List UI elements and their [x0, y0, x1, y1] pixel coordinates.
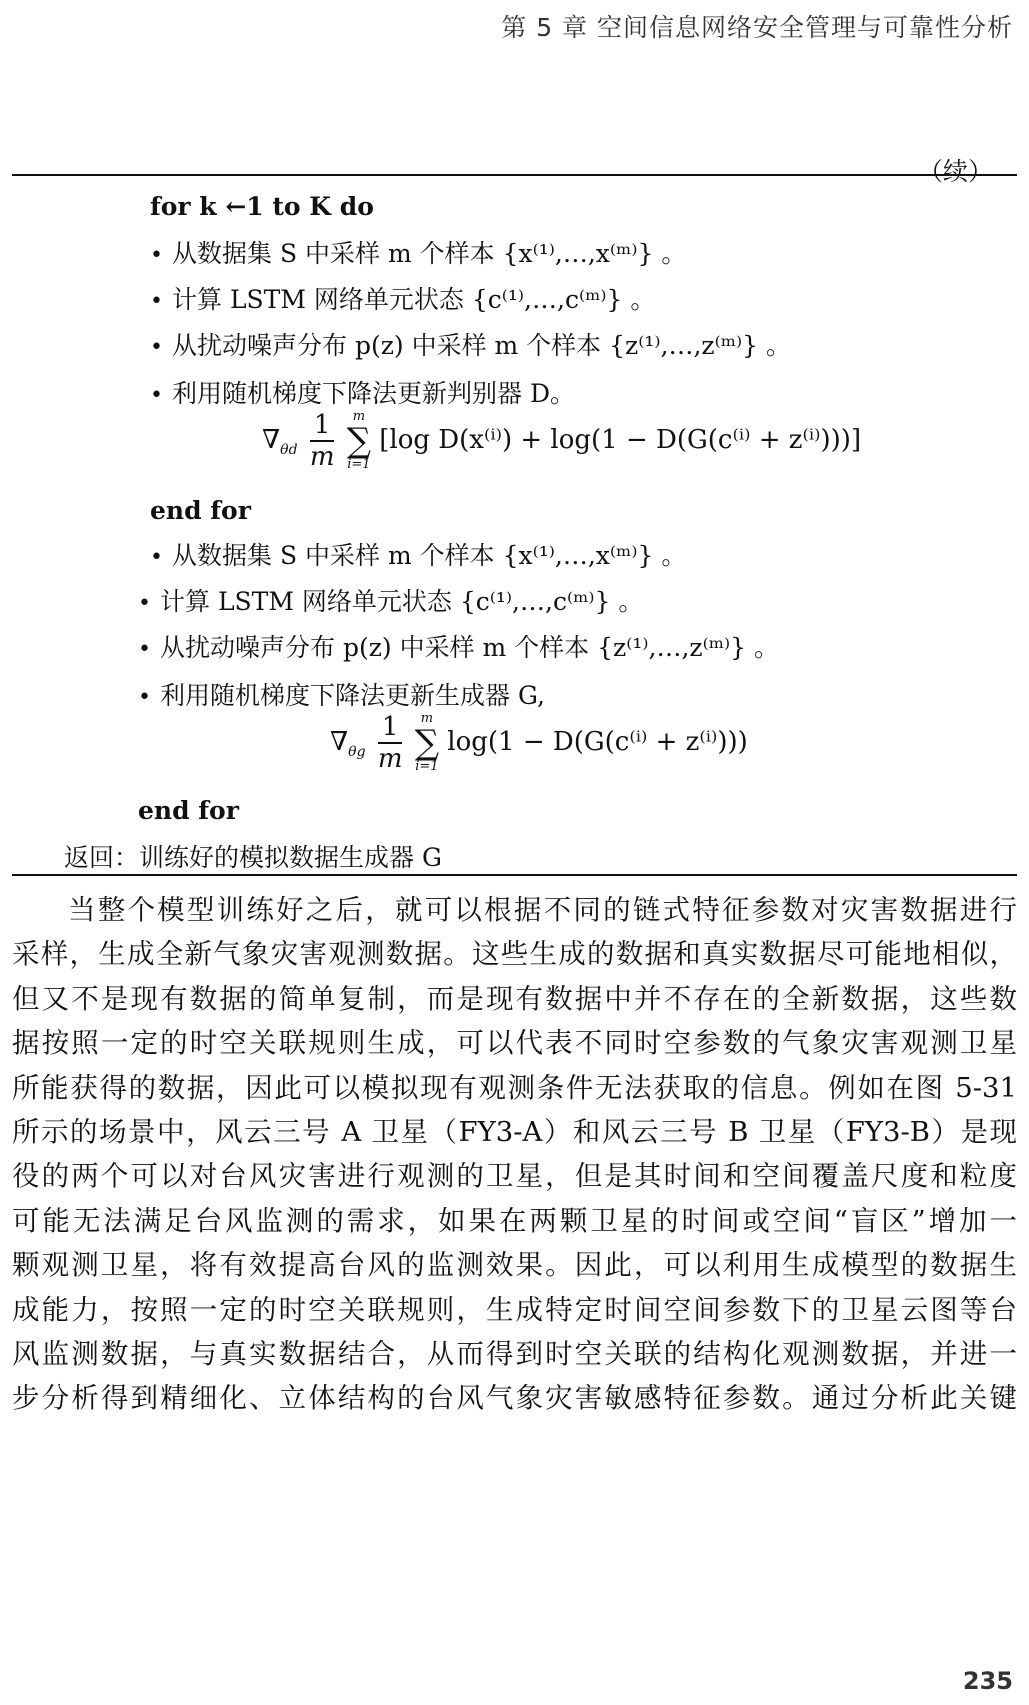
nabla-symbol: ∇	[330, 727, 349, 757]
nabla-symbol: ∇	[262, 425, 281, 455]
formula-body: [log D(x⁽ⁱ⁾) + log(1 − D(G(c⁽ⁱ⁾ + z⁽ⁱ⁾)))]	[379, 425, 862, 455]
generator-gradient-formula	[330, 712, 748, 774]
algorithm-step: • 从扰动噪声分布 p(z) 中采样 m 个样本 {z⁽¹⁾,…,z⁽ᵐ⁾} 。	[138, 633, 780, 662]
bullet-icon: •	[138, 591, 151, 616]
body-line: 役的两个可以对台风灾害进行观测的卫星，但是其时间和空间覆盖尺度和粒度	[12, 1160, 1017, 1193]
body-line: 但又不是现有数据的简单复制，而是现有数据中并不存在的全新数据，这些数	[12, 982, 1017, 1015]
body-paragraph	[12, 888, 1017, 1421]
body-line: 采样，生成全新气象灾害观测数据。这些生成的数据和真实数据尽可能地相似，	[12, 938, 1017, 971]
table-top-rule	[12, 174, 1017, 176]
body-line: 所示的场景中，风云三号 A 卫星（FY3-A）和风云三号 B 卫星（FY3-B）是现	[12, 1115, 1017, 1148]
bullet-icon: •	[150, 383, 163, 408]
body-line: 据按照一定的时空关联规则生成，可以代表不同时空参数的气象灾害观测卫星	[12, 1027, 1017, 1060]
algorithm-end-for: end for	[138, 796, 239, 825]
discriminator-gradient-formula	[262, 410, 861, 472]
bullet-icon: •	[138, 685, 151, 710]
bullet-icon: •	[138, 637, 151, 662]
summation: m ∑ i=1	[414, 711, 440, 774]
algorithm-step: • 利用随机梯度下降法更新判别器 D。	[150, 379, 575, 408]
body-line: 成能力，按照一定的时空关联规则，生成特定时间空间参数下的卫星云图等台	[12, 1293, 1017, 1326]
fraction: $\frac{1}{m}$	[309, 410, 335, 472]
algorithm-step: • 利用随机梯度下降法更新生成器 G,	[138, 681, 545, 710]
formula-body: log(1 − D(G(c⁽ⁱ⁾ + z⁽ⁱ⁾)))	[447, 727, 748, 757]
algorithm-step: • 计算 LSTM 网络单元状态 {c⁽¹⁾,…,c⁽ᵐ⁾} 。	[150, 285, 656, 314]
algorithm-step: • 计算 LSTM 网络单元状态 {c⁽¹⁾,…,c⁽ᵐ⁾} 。	[138, 587, 644, 616]
body-line: 可能无法满足台风监测的需求，如果在两颗卫星的时间或空间“盲区”增加一	[12, 1204, 1017, 1237]
body-line: 颗观测卫星，将有效提高台风的监测效果。因此，可以利用生成模型的数据生	[12, 1249, 1017, 1282]
page-number: 235	[962, 1667, 1013, 1695]
table-bottom-rule	[12, 874, 1017, 876]
algorithm-return: 返回：训练好的模拟数据生成器 G	[64, 843, 442, 872]
algorithm-step: • 从数据集 S 中采样 m 个样本 {x⁽¹⁾,…,x⁽ᵐ⁾} 。	[150, 541, 687, 570]
algorithm-for-outer: for k ←1 to K do	[150, 192, 374, 221]
bullet-icon: •	[150, 243, 163, 268]
bullet-icon: •	[150, 289, 163, 314]
body-line: 风监测数据，与真实数据结合，从而得到时空关联的结构化观测数据，并进一	[12, 1337, 1017, 1370]
running-head: 第 5 章 空间信息网络安全管理与可靠性分析	[501, 13, 1013, 42]
summation: m ∑ i=1	[346, 409, 372, 472]
algorithm-step: • 从数据集 S 中采样 m 个样本 {x⁽¹⁾,…,x⁽ᵐ⁾} 。	[150, 239, 687, 268]
fraction: $\frac{1}{m}$	[377, 712, 403, 774]
continued-label: （续）	[917, 157, 993, 186]
bullet-icon: •	[150, 335, 163, 360]
body-line: 所能获得的数据，因此可以模拟现有观测条件无法获取的信息。例如在图 5-31	[12, 1071, 1017, 1104]
gradient-subscript: θd	[280, 442, 298, 459]
body-line: 步分析得到精细化、立体结构的台风气象灾害敏感特征参数。通过分析此关键	[12, 1382, 1017, 1415]
algorithm-step: • 从扰动噪声分布 p(z) 中采样 m 个样本 {z⁽¹⁾,…,z⁽ᵐ⁾} 。	[150, 331, 792, 360]
bullet-icon: •	[150, 545, 163, 570]
body-line: 当整个模型训练好之后，就可以根据不同的链式特征参数对灾害数据进行	[68, 894, 1017, 926]
algorithm-end-for: end for	[150, 496, 251, 525]
gradient-subscript: θg	[348, 744, 366, 761]
